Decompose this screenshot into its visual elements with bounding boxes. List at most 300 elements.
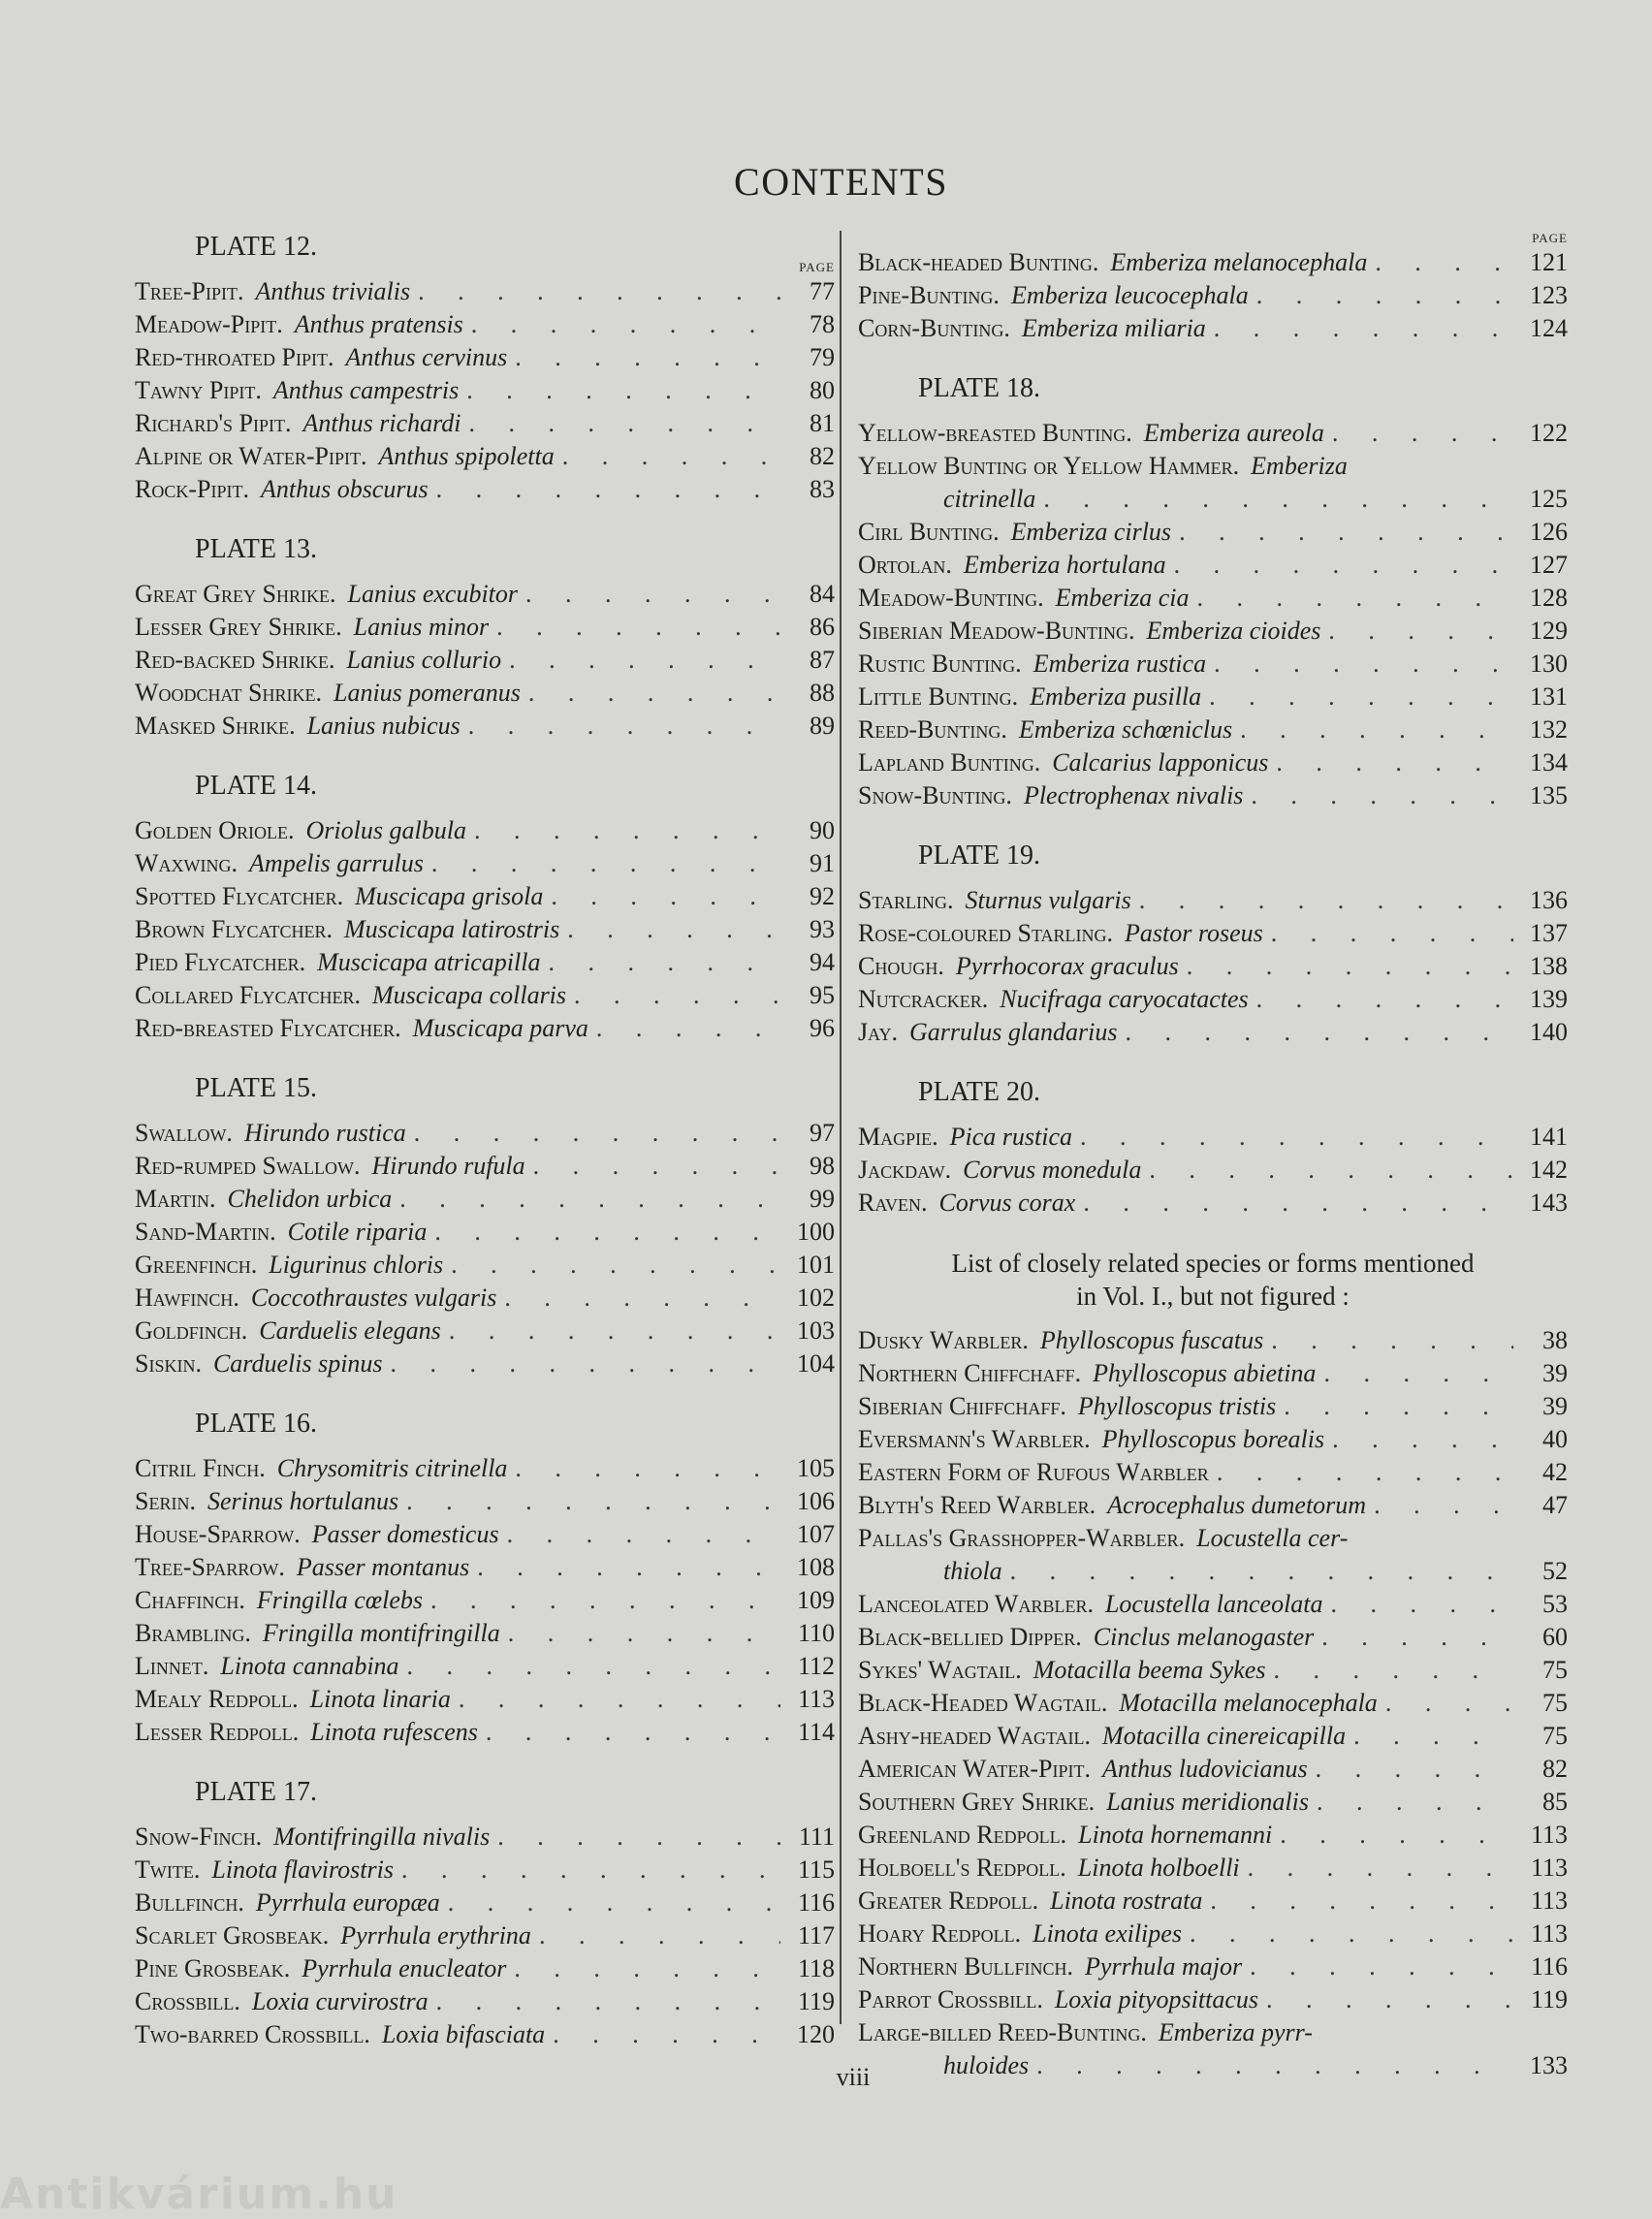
plate-section (135, 1776, 835, 2051)
scientific-name: Passer domesticus (311, 1520, 499, 1548)
species-name: Masked Shrike. (135, 712, 296, 740)
species-name: Lapland Bunting. (858, 748, 1041, 777)
species-name: Nutcracker. (858, 985, 989, 1013)
species-name: Spotted Flycatcher. (135, 882, 344, 910)
species-name: Alpine or Water-Pipit. (135, 442, 367, 470)
dot-leader (1043, 483, 1513, 516)
species-name: American Water-Pipit. (858, 1755, 1091, 1783)
toc-entry (858, 1654, 1568, 1687)
species-name: Great Grey Shrike. (135, 580, 336, 608)
dot-leader (1276, 746, 1513, 779)
dot-leader (1284, 1390, 1513, 1423)
toc-entry (135, 1315, 835, 1347)
page-column-header: PAGE (799, 260, 835, 274)
species-name: Pallas's Grasshopper-Warbler. (858, 1524, 1186, 1552)
species-name: Meadow-Pipit. (135, 310, 283, 338)
species-name: Brown Flycatcher. (135, 915, 333, 943)
species-name: Lesser Grey Shrike. (135, 613, 342, 641)
scientific-name: Emberiza cirlus (1010, 518, 1172, 546)
species-name: Hawfinch. (135, 1284, 239, 1312)
species-name: Red-throated Pipit. (135, 343, 334, 371)
toc-entry (858, 1621, 1568, 1654)
species-name: Lanceolated Warbler. (858, 1590, 1094, 1618)
scientific-name: Pastor roseus (1125, 919, 1263, 947)
toc-entry (858, 246, 1568, 279)
page-ref: 103 (797, 1316, 835, 1345)
scientific-name: Linota hornemanni (1078, 1821, 1273, 1849)
toc-entry (135, 611, 835, 644)
plate-heading: PLATE 17. (195, 1777, 317, 1807)
species-name: Magpie. (858, 1123, 938, 1151)
toc-entry (858, 983, 1568, 1016)
page-ref: 94 (810, 948, 835, 976)
species-name: Parrot Crossbill. (858, 1985, 1043, 2013)
species-name: Martin. (135, 1185, 216, 1213)
species-name: Jackdaw. (858, 1156, 952, 1184)
toc-entry (858, 1187, 1568, 1220)
scientific-name: Nucifraga caryocatactes (1000, 985, 1249, 1013)
page-ref: 52 (1542, 1557, 1568, 1585)
toc-entry (858, 1983, 1568, 2016)
plate-section (858, 1076, 1568, 1220)
species-name: Meadow-Bunting. (858, 584, 1044, 612)
scientific-name: Fringilla cœlebs (256, 1586, 424, 1614)
plate-heading: PLATE 16. (195, 1409, 317, 1439)
page-ref: 131 (1530, 682, 1568, 711)
page-ref: 96 (810, 1014, 835, 1042)
dot-leader (468, 710, 780, 743)
plate-heading: PLATE 12. (195, 232, 317, 262)
dot-leader (1190, 1918, 1513, 1950)
scientific-name: Motacilla melanocephala (1119, 1689, 1378, 1717)
toc-entry (135, 946, 835, 979)
plate-section (135, 231, 835, 506)
toc-entry (858, 1720, 1568, 1753)
dot-leader (548, 946, 780, 979)
toc-entry (135, 880, 835, 913)
scientific-name: Serinus hortulanus (206, 1487, 399, 1515)
page-ref: 113 (1530, 1854, 1568, 1882)
dot-leader (1214, 312, 1513, 345)
species-name: Ashy-headed Wagtail. (858, 1722, 1092, 1750)
page-ref: 75 (1542, 1656, 1568, 1684)
dot-leader (1266, 1983, 1513, 2016)
toc-entry (135, 275, 835, 308)
scientific-name: Emberiza hortulana (963, 551, 1166, 579)
species-name: House-Sparrow. (135, 1520, 301, 1548)
page-ref: 132 (1530, 715, 1568, 744)
scientific-name: Muscicapa collaris (372, 981, 567, 1009)
species-name: Sand-Martin. (135, 1218, 276, 1246)
page-ref: 100 (797, 1218, 835, 1246)
species-name: Snow-Bunting. (858, 781, 1012, 809)
page-ref: 102 (797, 1284, 835, 1312)
page-ref: 42 (1542, 1458, 1568, 1486)
scientific-name: Pica rustica (949, 1123, 1072, 1151)
species-name: Chaffinch. (135, 1586, 245, 1614)
page-ref: 130 (1530, 650, 1568, 678)
page-ref: 112 (797, 1652, 835, 1680)
scientific-name: Corvus corax (938, 1189, 1076, 1217)
dot-leader (1374, 1489, 1513, 1522)
page-column-header: PAGE (1532, 231, 1568, 245)
scientific-name: Montifringilla nivalis (273, 1823, 491, 1851)
scientific-name: Anthus trivialis (255, 277, 411, 305)
page-ref: 104 (797, 1349, 835, 1378)
scientific-name: Anthus richardi (302, 409, 461, 437)
species-name: Bullfinch. (135, 1888, 244, 1917)
species-name: Chough. (858, 952, 944, 980)
dot-leader (434, 1216, 780, 1249)
scientific-name: Loxia bifasciata (381, 2020, 546, 2048)
scientific-name: Emberiza leucocephala (1010, 281, 1249, 309)
toc-entry (858, 1950, 1568, 1983)
toc-entry (135, 1617, 835, 1650)
page-ref: 82 (1542, 1755, 1568, 1783)
scientific-name: Linota flavirostris (211, 1855, 394, 1884)
dot-leader (1240, 713, 1513, 746)
scientific-name: Lanius excubitor (347, 580, 519, 608)
dot-leader (430, 1584, 780, 1617)
dot-leader (596, 1012, 780, 1045)
plate-section (135, 1072, 835, 1380)
plate-heading: PLATE 15. (195, 1073, 317, 1103)
left-column (135, 231, 835, 2078)
toc-entry (135, 1518, 835, 1551)
scientific-name: Emberiza rustica (1032, 650, 1207, 678)
page-ref: 120 (797, 2020, 835, 2048)
toc-entry (135, 440, 835, 473)
scientific-name: Carduelis elegans (259, 1316, 441, 1345)
species-name: Greater Redpoll. (858, 1886, 1039, 1915)
scientific-name: Oriolus galbula (305, 816, 466, 844)
related-species-title (858, 1247, 1568, 1313)
species-name: Rock-Pipit. (135, 475, 249, 503)
toc-entry (858, 582, 1568, 615)
species-name: Pine-Bunting. (858, 281, 1000, 309)
species-name: Yellow-breasted Bunting. (858, 419, 1132, 447)
species-name: Swallow. (135, 1119, 233, 1147)
toc-entry (858, 1016, 1568, 1049)
scientific-name: Muscicapa latirostris (344, 915, 560, 943)
plate-section (135, 533, 835, 743)
scientific-name: Emberiza aureola (1143, 419, 1324, 447)
species-name: Collared Flycatcher. (135, 981, 361, 1009)
dot-leader (539, 1919, 780, 1952)
page-ref: 135 (1530, 781, 1568, 809)
dot-leader (1316, 1753, 1513, 1786)
scientific-name: Coccothraustes vulgaris (250, 1284, 497, 1312)
species-name: Scarlet Grosbeak. (135, 1921, 330, 1950)
dot-leader (418, 275, 780, 308)
dot-leader (1010, 1555, 1513, 1588)
species-name: Tree-Sparrow. (135, 1553, 285, 1581)
plate-heading: PLATE 18. (918, 373, 1040, 403)
page-ref: 133 (1530, 2051, 1568, 2079)
scientific-name: Carduelis spinus (212, 1349, 383, 1378)
page-ref: 113 (1530, 1821, 1568, 1849)
toc-entry (858, 279, 1568, 312)
species-name: Yellow Bunting or Yellow Hammer. (858, 452, 1240, 480)
page-ref: 98 (810, 1152, 835, 1180)
dot-leader (466, 374, 780, 407)
page-ref: 53 (1542, 1590, 1568, 1618)
toc-entry (135, 913, 835, 946)
dot-leader (1321, 1621, 1513, 1654)
scientific-name: Anthus spipoletta (378, 442, 555, 470)
dot-leader (1080, 1121, 1513, 1154)
scientific-name: Linota rufescens (310, 1718, 478, 1746)
page-ref: 116 (1530, 1952, 1568, 1981)
toc-entry (135, 1919, 835, 1952)
toc-entry (135, 1282, 835, 1315)
species-name: Eastern Form of Rufous Warbler (858, 1458, 1209, 1486)
species-name: Blyth's Reed Warbler. (858, 1491, 1096, 1519)
page-ref: 90 (810, 816, 835, 844)
dot-leader (1139, 884, 1513, 917)
page-ref: 106 (797, 1487, 835, 1515)
dot-leader (514, 1952, 780, 1985)
toc-entry (858, 2016, 1568, 2049)
page-ref: 124 (1530, 314, 1568, 342)
species-name: Pied Flycatcher. (135, 948, 306, 976)
plate-heading: PLATE 13. (195, 534, 317, 564)
scientific-name: Muscicapa parva (412, 1014, 588, 1042)
page-ref: 142 (1530, 1156, 1568, 1184)
page-ref: 77 (810, 277, 835, 305)
species-name: Holboell's Redpoll. (858, 1854, 1066, 1882)
scientific-name: Hirundo rustica (243, 1119, 406, 1147)
species-name: Siskin. (135, 1349, 202, 1378)
page-ref: 119 (797, 1987, 835, 2015)
plate-section (858, 246, 1568, 345)
page-title: CONTENTS (734, 160, 948, 204)
page-ref: 139 (1530, 985, 1568, 1013)
scientific-name: Linota exilipes (1032, 1919, 1182, 1948)
dot-leader (1317, 1786, 1513, 1819)
dot-leader (401, 1854, 780, 1886)
toc-entry (135, 1985, 835, 2018)
dot-leader (497, 1821, 780, 1854)
dot-leader (1280, 1819, 1513, 1852)
toc-entry (135, 374, 835, 407)
toc-entry (858, 648, 1568, 681)
scientific-name-continued: thiola (943, 1557, 1002, 1585)
toc-entry (135, 1952, 835, 1985)
dot-leader (414, 1117, 780, 1150)
scientific-name: Linota rostrata (1050, 1886, 1203, 1915)
toc-entry (135, 1716, 835, 1749)
scientific-name: Anthus pratensis (294, 310, 463, 338)
species-name: Starling. (858, 886, 954, 914)
dot-leader (567, 913, 780, 946)
dot-leader (496, 611, 780, 644)
page-ref: 110 (797, 1619, 835, 1647)
toc-entry (858, 779, 1568, 812)
toc-entry (135, 1249, 835, 1282)
toc-entry (858, 1121, 1568, 1154)
page-ref: 83 (810, 475, 835, 503)
species-name: Eversmann's Warbler. (858, 1425, 1091, 1453)
dot-leader (504, 1282, 780, 1315)
page-ref: 123 (1530, 281, 1568, 309)
scientific-name: Phylloscopus fuscatus (1039, 1326, 1264, 1354)
scientific-name: Ligurinus chloris (269, 1251, 444, 1279)
page-number: viii (836, 2063, 871, 2091)
toc-entry (858, 1852, 1568, 1885)
dot-leader (431, 847, 780, 880)
page-ref: 138 (1530, 952, 1568, 980)
species-name: Tawny Pipit. (135, 376, 262, 404)
dot-leader (507, 1518, 780, 1551)
scientific-name: Motacilla cinereicapilla (1102, 1722, 1347, 1750)
dot-leader (399, 1183, 780, 1216)
page-ref: 118 (797, 1954, 835, 1982)
toc-entry (858, 615, 1568, 648)
dot-leader (1217, 1456, 1513, 1489)
dot-leader (1256, 983, 1513, 1016)
dot-leader (515, 341, 780, 374)
toc-entry (135, 308, 835, 341)
dot-leader (1331, 1588, 1513, 1621)
page-ref: 47 (1542, 1491, 1568, 1519)
scientific-name: Anthus ludovicianus (1101, 1755, 1308, 1783)
species-name: Richard's Pipit. (135, 409, 292, 437)
scientific-name: Emberiza melanocephala (1110, 248, 1368, 276)
page-ref: 80 (810, 376, 835, 404)
toc-entry (858, 746, 1568, 779)
species-name: Black-Headed Wagtail. (858, 1689, 1108, 1717)
page-ref: 105 (797, 1454, 835, 1482)
dot-leader (471, 308, 780, 341)
toc-entry (858, 1390, 1568, 1423)
scientific-name: Emberiza schœniclus (1018, 715, 1233, 744)
page-ref: 81 (810, 409, 835, 437)
dot-leader (1179, 516, 1513, 549)
species-name: Red-breasted Flycatcher. (135, 1014, 401, 1042)
species-name: Serin. (135, 1487, 196, 1515)
toc-entry (858, 1357, 1568, 1390)
toc-entry (135, 1216, 835, 1249)
dot-leader (1353, 1720, 1513, 1753)
toc-entry (135, 473, 835, 506)
dot-leader (1248, 1852, 1513, 1885)
page-ref: 101 (797, 1251, 835, 1279)
plate-heading: PLATE 19. (918, 840, 1040, 871)
species-name: Two-barred Crossbill. (135, 2020, 370, 2048)
page-ref: 40 (1542, 1425, 1568, 1453)
right-column (858, 231, 1568, 2109)
dot-leader (406, 1485, 780, 1518)
scientific-name: Emberiza pyrr- (1158, 2018, 1313, 2046)
toc-entry (135, 1683, 835, 1716)
species-name: Greenland Redpoll. (858, 1821, 1067, 1849)
species-name: Northern Bullfinch. (858, 1952, 1074, 1981)
toc-entry (858, 1522, 1568, 1555)
dot-leader (509, 644, 780, 677)
toc-entry (135, 1485, 835, 1518)
related-title-line-1: List of closely related species or forms mentioned (951, 1249, 1475, 1278)
species-name: Rose-coloured Starling. (858, 919, 1114, 947)
scientific-name: Lanius meridionalis (1106, 1788, 1309, 1816)
species-name: Large-billed Reed-Bunting. (858, 2018, 1147, 2046)
scientific-name: Lanius pomeranus (334, 679, 521, 707)
dot-leader (1375, 246, 1513, 279)
plate-heading: PLATE 14. (195, 771, 317, 801)
scientific-name: Pyrrhula enucleator (302, 1954, 507, 1982)
scientific-name: Locustella cer- (1196, 1524, 1349, 1552)
toc-entry (135, 578, 835, 611)
dot-leader (459, 1683, 780, 1716)
page-ref: 122 (1530, 419, 1568, 447)
page-ref: 60 (1542, 1623, 1568, 1651)
dot-leader (1332, 1423, 1513, 1456)
scientific-name: Emberiza cioides (1146, 617, 1321, 645)
page-ref: 115 (797, 1855, 835, 1884)
toc-entry (135, 814, 835, 847)
dot-leader (508, 1617, 780, 1650)
page-ref: 113 (797, 1685, 835, 1713)
toc-entry (858, 1489, 1568, 1522)
scientific-name: Garrulus glandarius (908, 1018, 1118, 1046)
dot-leader (474, 814, 780, 847)
species-name: Greenfinch. (135, 1251, 258, 1279)
species-name: Black-headed Bunting. (858, 248, 1099, 276)
dot-leader (449, 1315, 780, 1347)
toc-entry (135, 1821, 835, 1854)
dot-leader (1385, 1687, 1513, 1720)
toc-entry (858, 950, 1568, 983)
species-name: Golden Oriole. (135, 816, 295, 844)
toc-entry (858, 1456, 1568, 1489)
species-name: Raven. (858, 1189, 928, 1217)
toc-entry (858, 1154, 1568, 1187)
scientific-name: Lanius collurio (346, 646, 502, 674)
page-ref: 136 (1530, 886, 1568, 914)
page-ref: 143 (1530, 1189, 1568, 1217)
scientific-name: Loxia curvirostra (251, 1987, 429, 2015)
dot-leader (1328, 615, 1513, 648)
species-name: Tree-Pipit. (135, 277, 244, 305)
species-name: Rustic Bunting. (858, 650, 1022, 678)
page-ref: 85 (1542, 1788, 1568, 1816)
dot-leader (1273, 1654, 1513, 1687)
page-ref: 95 (810, 981, 835, 1009)
species-name: Reed-Bunting. (858, 715, 1007, 744)
page-ref: 107 (797, 1520, 835, 1548)
species-name: Snow-Finch. (135, 1823, 263, 1851)
toc-entry (135, 1886, 835, 1919)
species-name: Red-rumped Swallow. (135, 1152, 361, 1180)
scientific-name: Chelidon urbica (227, 1185, 393, 1213)
scientific-name: Emberiza miliaria (1021, 314, 1206, 342)
page-ref: 116 (797, 1888, 835, 1917)
toc-entry (858, 1588, 1568, 1621)
dot-leader (562, 440, 780, 473)
scientific-name: Corvus monedula (963, 1156, 1142, 1184)
page-ref: 78 (810, 310, 835, 338)
page-ref: 82 (810, 442, 835, 470)
species-name: Linnet. (135, 1652, 209, 1680)
page-ref: 111 (798, 1823, 835, 1851)
plate-section (135, 1408, 835, 1749)
toc-entry (135, 1854, 835, 1886)
page-ref: 97 (810, 1119, 835, 1147)
plate-section (858, 372, 1568, 812)
toc-entry (135, 710, 835, 743)
scientific-name: Linota holboelli (1077, 1854, 1240, 1882)
page-ref: 127 (1530, 551, 1568, 579)
